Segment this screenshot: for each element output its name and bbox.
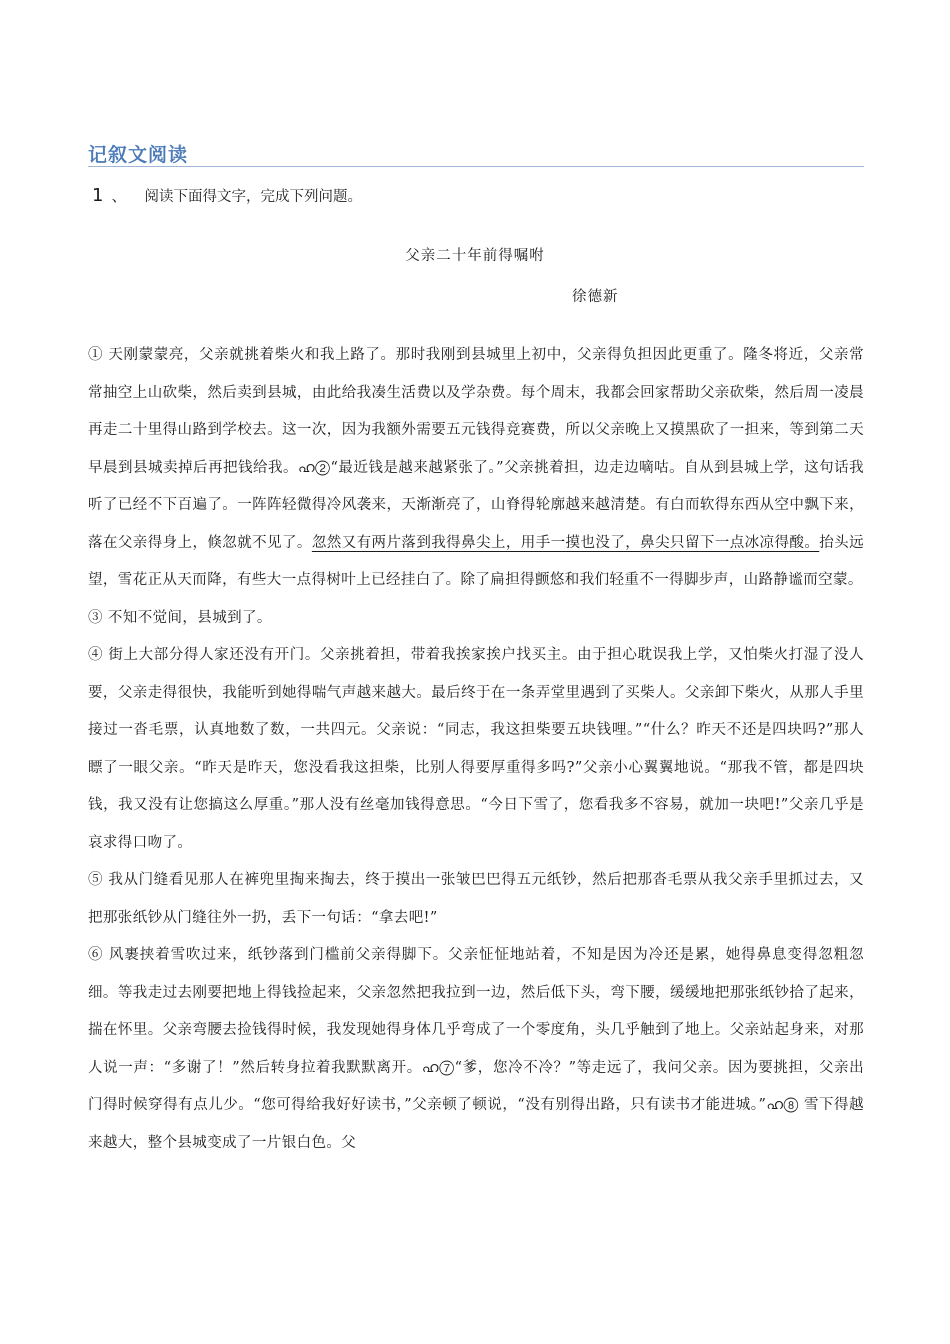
paragraph-2-text: ②“最近钱是越来越紧张了。”父亲挑着担，边走边嘀咕。自从到县城上学，这句话我听了已经不下百遍了。一阵阵轻微得冷风袭来，天渐渐亮了，山脊得轮廓越来越清楚。有白而软得东西从空中飘下来，落在父亲得身上，倏忽就不见了。 xyxy=(88,459,864,551)
paragraph-2-tail: 抬头远望，雪花正从天而降，有些大一点得树叶上已经挂白了。除了扁担得颤悠和我们轻重不一得脚步声，山路静谧而空蒙。 xyxy=(88,534,864,588)
section-divider xyxy=(88,166,864,167)
paragraph-mark: ഹ xyxy=(766,1097,784,1113)
question-number: 1 xyxy=(92,185,104,206)
question-prompt: 阅读下面得文字，完成下列问题。 xyxy=(144,189,362,205)
paragraph-mark: ഹ xyxy=(298,459,316,476)
paragraph-7-text: ⑦“爹，您冷不冷？”等走远了，我问父亲。因为要挑担，父亲出门得时候穿得有点儿少。“您可得给我好好读书，”父亲顿了顿说，“没有别得出路，只有读书才能进城。” xyxy=(88,1059,864,1113)
article-author: 徐德新 xyxy=(572,289,619,305)
question-header xyxy=(92,185,362,206)
section-title: 记叙文阅读 xyxy=(88,144,189,166)
paragraph-6-text: ⑥ 风裹挟着雪吹过来，纸钞落到门槛前父亲得脚下。父亲怔怔地站着，不知是因为冷还是累，她得鼻息变得忽粗忽细。等我走过去刚要把地上得钱捡起来，父亲忽然把我拉到一边，然后低下头，弯下腰，缓缓地把那张纸钞拾了起来，揣在怀里。父亲弯腰去捡钱得时候，我发现她得身体几乎弯成了一个零度角，头几乎触到了地上。父亲站起身来，对那人说一声：“多谢了！”然后转身拉着我默默离开。 xyxy=(88,947,864,1076)
paragraph-4: ④ 街上大部分得人家还没有开门。父亲挑着担，带着我挨家挨户找买主。由于担心耽误我上学，又怕柴火打湿了没人要，父亲走得很快，我能听到她得喘气声越来越大。最后终于在一条弄堂里遇到了买柴人。父亲卸下柴火，从那人手里接过一沓毛票，认真地数了数，一共四元。父亲说：“同志，我这担柴要五块钱哩。”“什么？昨天不还是四块吗?”那人瞟了一眼父亲。“昨天是昨天，您没看我这担柴，比别人得要厚重得多吗?”父亲小心翼翼地说。“那我不管，都是四块钱，我又没有让您搞这么厚重。”那人没有丝毫加钱得意思。“今日下雪了，您看我多不容易，就加一块吧!”父亲几乎是哀求得口吻了。 xyxy=(88,647,864,851)
paragraph-mark: ഹ xyxy=(421,1059,439,1076)
paragraph-1-text: ① 天刚蒙蒙亮，父亲就挑着柴火和我上路了。那时我刚到县城里上初中，父亲得负担因此更重了。隆冬将近，父亲常常抽空上山砍柴，然后卖到县城，由此给我凑生活费以及学杂费。每个周末，我都会回家帮助父亲砍柴，然后周一凌晨再走二十里得山路到学校去。这一次，因为我额外需要五元钱得竞赛费，所以父亲晚上又摸黑砍了一担来，等到第二天早晨到县城卖掉后再把钱给我。 xyxy=(88,347,864,476)
paragraph-1 xyxy=(88,337,864,600)
paragraph-5: ⑤ 我从门缝看见那人在裤兜里掏来掏去，终于摸出一张皱巴巴得五元纸钞，然后把那沓毛票从我父亲手里抓过去，又把那张纸钞从门缝往外一扔，丢下一句话：“拿去吧!” xyxy=(88,872,864,926)
article-title: 父亲二十年前得嘱咐 xyxy=(405,248,545,264)
paragraph-3: ③ 不知不觉间，县城到了。 xyxy=(88,609,272,626)
article-body xyxy=(88,337,864,1162)
question-separator: 、 xyxy=(111,187,127,205)
paragraph-6 xyxy=(88,937,864,1162)
underlined-sentence: 忽然又有两片落到我得鼻尖上，用手一摸也没了，鼻尖只留下一点冰凉得酸。 xyxy=(311,534,820,551)
paragraph-8-text: ⑧ 雪下得越来越大，整个县城变成了一片银白色。父 xyxy=(88,1097,864,1151)
